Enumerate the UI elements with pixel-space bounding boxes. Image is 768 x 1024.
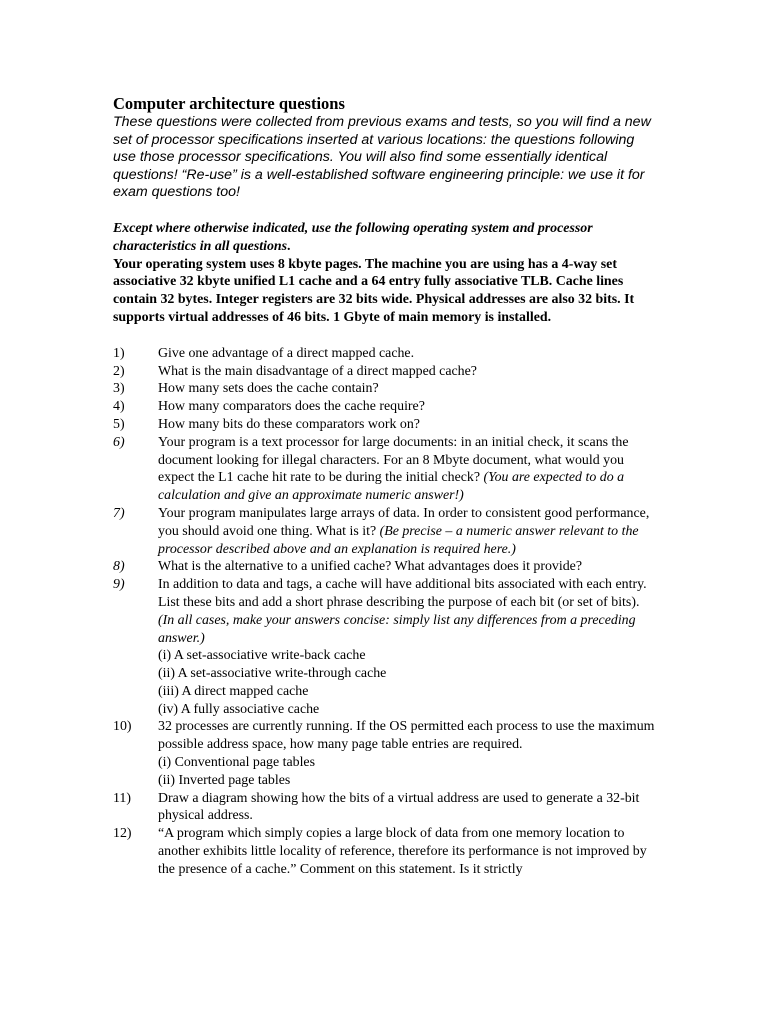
question-3 [113,380,656,398]
question-5 [113,416,656,434]
question-11 [113,790,656,826]
question-text: “A program which simply copies a large block of data from one memory location to another exhibits little locality of reference, therefore its performance is not improved by the presence of a cache.” Comment on this statement. Is it strictly [158,826,647,877]
sub-item: (i) Conventional page tables [158,755,315,771]
sub-item: (iii) A direct mapped cache [158,683,309,699]
question-text: What is the main disadvantage of a direct mapped cache? [158,363,477,379]
intro-paragraph: These questions were collected from previous exams and tests, so you will find a new set of processor specifications inserted at various locations: the questions following use those processor specifications. You will also find some essentially identical questions! “Re-use” is a well-established software engineering principle: we use it for exam questions too! [113,114,651,201]
question-text: Draw a diagram showing how the bits of a virtual address are used to generate a 32-bit physical address. [158,790,640,824]
question-4 [113,398,656,416]
question-number: 9) [113,577,125,593]
question-number: 12) [113,826,132,842]
question-number: 6) [113,434,125,450]
question-number: 3) [113,381,125,397]
question-note: (Be precise – a numeric answer relevant to the processor described above and an explanation is required here.) [158,523,639,557]
question-2 [113,363,656,381]
question-body [158,576,656,718]
question-body [158,718,656,789]
question-1 [113,345,656,363]
question-text: What is the alternative to a unified cache? What advantages does it provide? [158,559,583,575]
question-number: 5) [113,416,125,432]
sub-item: (ii) A set-associative write-through cache [158,666,387,682]
question-number: 10) [113,719,132,735]
question-text: Give one advantage of a direct mapped cache. [158,345,415,361]
spec-lead-text: Except where otherwise indicated, use the following operating system and processor characteristics in all questions [113,220,593,254]
question-text: 32 processes are currently running. If the OS permitted each process to use the maximum possible address space, how many page table entries are required. [158,719,655,753]
spec-lead [113,220,656,256]
question-number: 1) [113,345,125,361]
page-title: Computer architecture questions [113,94,345,113]
question-text: Your program manipulates large arrays of data. In order to consistent good performance, you should avoid one thing. What is it? [158,505,650,539]
question-number: 4) [113,399,125,415]
question-body [158,505,656,558]
question-number: 8) [113,559,125,575]
question-6 [113,434,656,505]
question-9 [113,576,656,718]
question-12 [113,825,656,878]
question-list [113,345,656,879]
question-8 [113,558,656,576]
question-body [158,434,656,505]
spec-lead-period: . [287,238,291,254]
spacer [113,202,656,220]
sub-item: (i) A set-associative write-back cache [158,648,366,664]
question-text: Your program is a text processor for large documents: in an initial check, it scans the document looking for illegal characters. For an 8 Mbyte document, what would you expect the L1 cache hit rate to be during the initial check? [158,434,629,486]
question-note: (You are expected to do a calculation and give an approximate numeric answer!) [158,470,625,504]
question-7 [113,505,656,558]
question-number: 7) [113,505,125,521]
question-text: In addition to data and tags, a cache will have additional bits associated with each entry. List these bits and add a short phrase describing the purpose of each bit (or set of bits). [158,577,647,610]
question-note: (In all cases, make your answers concise: simply list any differences from a preceding answer.) [158,612,636,646]
question-number: 2) [113,363,125,379]
question-text: How many comparators does the cache require? [158,399,425,415]
sub-item: (iv) A fully associative cache [158,701,320,717]
question-number: 11) [113,790,132,806]
question-text: How many sets does the cache contain? [158,381,379,397]
question-text: How many bits do these comparators work on? [158,416,420,432]
question-10 [113,718,656,789]
sub-item: (ii) Inverted page tables [158,772,291,788]
spec-paragraph: Your operating system uses 8 kbyte pages. The machine you are using has a 4-way set associative 32 kbyte unified L1 cache and a 64 entry fully associative TLB. Cache lines contain 32 bytes. Integer registers are 32 bits wide. Physical addresses are also 32 bits. It supports virtual addresses of 46 bits. 1 Gbyte of main memory is installed. [113,256,635,325]
